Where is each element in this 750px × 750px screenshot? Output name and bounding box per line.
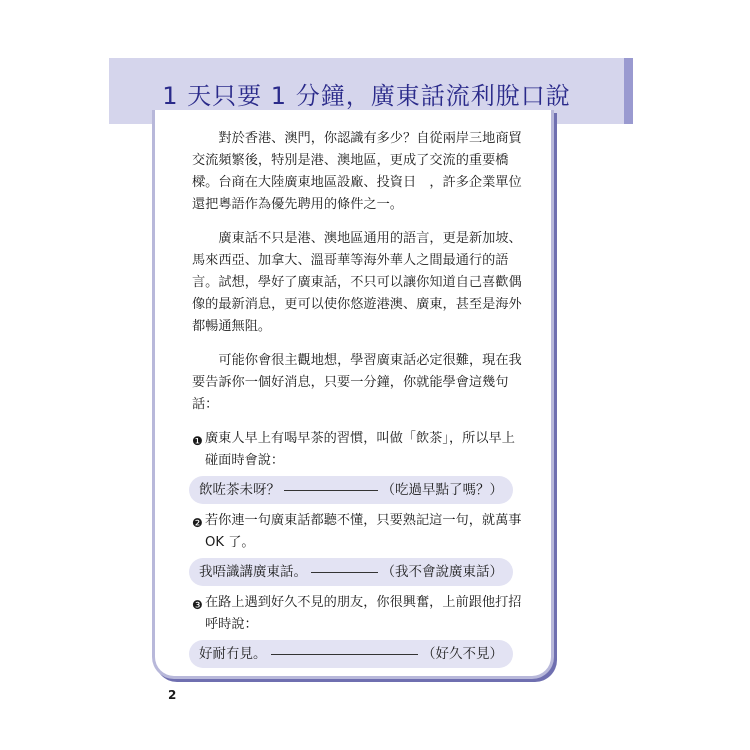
item-number: ❶ <box>192 434 203 448</box>
content-body <box>192 128 522 674</box>
list-item <box>192 592 522 636</box>
phrase-bubble <box>189 476 513 504</box>
item-text: 廣東人早上有喝早茶的習慣，叫做「飲茶」，所以早上碰面時會說： <box>205 431 515 468</box>
title-accent <box>624 58 633 124</box>
phrase-meaning: （我不會說廣東話） <box>381 564 503 580</box>
dash-line <box>271 654 419 655</box>
item-text: 若你連一句廣東話都聽不懂，只要熟記這一句，就萬事 OK 了。 <box>205 513 522 550</box>
phrase-meaning: （好久不見） <box>422 646 503 662</box>
item-number: ❷ <box>192 516 203 530</box>
cantonese-phrase: 我唔識講廣東話。 <box>199 564 307 580</box>
dash-line <box>311 572 378 573</box>
item-number: ❸ <box>192 598 203 612</box>
page-title: 1 天只要 1 分鐘，廣東話流利脫口說 <box>162 82 571 110</box>
intro-paragraph-2: 廣東話不只是港、澳地區通用的語言，更是新加坡、馬來西亞、加拿大、溫哥華等海外華人之間最通行的語言。試想，學好了廣東話，不只可以讓你知道自己喜歡偶像的最新消息，更可以使你悠遊港澳、廣東，甚至是海外都暢通無阻。 <box>192 231 522 334</box>
page-number: 2 <box>168 688 177 702</box>
intro-paragraph-3: 可能你會很主觀地想，學習廣東話必定很難，現在我要告訴你一個好消息，只要一分鐘，你就能學會這幾句話： <box>192 353 522 412</box>
intro-paragraph-1: 對於香港、澳門，你認識有多少？自從兩岸三地商貿交流頻繁後，特別是港、澳地區，更成了交流的重要橋樑。台商在大陸廣東地區設廠、投資日 ，許多企業單位還把粵語作為優先聘用的條件之一。 <box>192 131 522 212</box>
cantonese-phrase: 飲咗茶未呀？ <box>199 482 280 498</box>
phrase-bubble <box>189 640 513 668</box>
list-item <box>192 510 522 554</box>
list-item <box>192 428 522 472</box>
phrase-bubble <box>189 558 513 586</box>
item-text: 在路上遇到好久不見的朋友，你很興奮，上前跟他打招呼時說： <box>205 595 522 632</box>
dash-line <box>284 490 378 491</box>
phrase-meaning: （吃過早點了嗎？） <box>381 482 503 498</box>
cantonese-phrase: 好耐冇見。 <box>199 646 267 662</box>
